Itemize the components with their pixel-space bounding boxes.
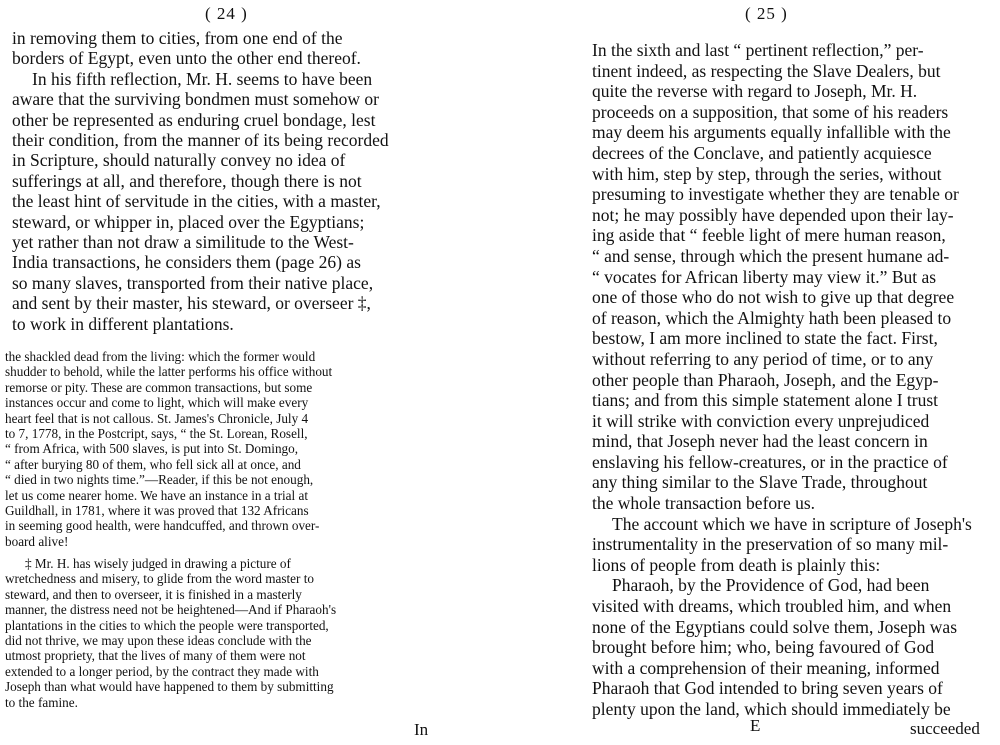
footnote-line: “ after burying 80 of them, who fell sick all at once, and [5,456,301,472]
text-line: their condition, from the manner of its being recorded [12,130,389,151]
text-line: “ vocates for African liberty may view it.” But as [592,266,937,287]
catchword: succeeded [910,719,980,738]
text-line: The account which we have in scripture of Joseph's [612,513,972,534]
text-line: brought before him; who, being favoured of God [592,637,935,658]
footnote-line: instances occur and come to light, which will make every [5,395,309,411]
footnote-line: manner, the distress need not be heightened—And if Pharaoh's [5,602,337,618]
footnote-line: to the famine. [5,694,78,710]
footnote-line: steward, and then to overseer, it is finished in a masterly [5,586,302,602]
catchword: In [414,720,429,739]
footnote-line: ‡ Mr. H. has wisely judged in drawing a picture of [25,556,291,571]
text-line: instrumentality in the preservation of so many mil- [592,534,949,555]
page-number: ( 25 ) [745,4,788,23]
page-number: ( 24 ) [205,4,248,23]
text-line: tians; and from this simple statement alone I trust [592,390,939,411]
text-line: “ and sense, through which the present humane ad- [592,245,950,266]
text-line: steward, or whipper in, placed over the Egyptians; [12,211,365,232]
text-line: tinent indeed, as respecting the Slave Dealers, but [592,60,941,81]
text-line: In his fifth reflection, Mr. H. seems to have been [32,68,373,89]
footnote-line: Joseph than what would have happened to them by submitting [5,679,334,695]
footnote-line: board alive! [5,533,69,549]
text-line: other people than Pharaoh, Joseph, and the Egyp- [592,369,939,390]
text-line: without referring to any period of time, or to any [592,348,934,369]
text-line: yet rather than not draw a similitude to the West- [12,232,354,253]
footnote-line: shudder to behold, while the latter performs his office without [5,364,333,380]
text-line: to work in different plantations. [12,313,234,334]
footnote-line: extended to a longer period, by the contract they made with [5,663,319,679]
text-line: proceeds on a supposition, that some of his readers [592,101,949,122]
text-line: visited with dreams, which troubled him, and when [592,596,952,617]
text-line: quite the reverse with regard to Joseph, Mr. H. [592,81,918,102]
text-line: not; he may possibly have depended upon their lay- [592,204,954,225]
text-line: India transactions, he considers them (page 26) as [12,252,361,273]
main-text [592,40,972,720]
text-line: ing aside that “ feeble light of mere human reason, [592,225,946,246]
text-line: any thing similar to the Slave Trade, throughout [592,472,928,493]
footnote-continued [5,349,332,549]
text-line: bestow, I am more inclined to state the fact. First, [592,328,938,349]
main-text [12,28,389,334]
footnote-line: utmost propriety, that the lives of many of them were not [5,648,306,664]
text-line: enslaving his fellow-creatures, or in the practice of [592,451,948,472]
footnote-line: “ died in two nights time.”—Reader, if this be not enough, [5,472,314,488]
footnote-line: “ from Africa, with 500 slaves, is put into St. Domingo, [5,441,299,457]
text-line: may deem his arguments equally infallible with the [592,122,951,143]
text-line: borders of Egypt, even unto the other end thereof. [12,48,361,69]
text-line: so many slaves, transported from their native place, [12,272,374,293]
text-line: in Scripture, should naturally convey no idea of [12,150,346,171]
footnote-line: to 7, 1778, in the Postcript, says, “ the St. Lorean, Rosell, [5,426,308,442]
text-line: and sent by their master, his steward, or overseer ‡, [12,293,371,314]
footnote-line: remorse or pity. These are common transactions, but some [5,379,313,395]
footnote-line: in seeming good health, were handcuffed, and thrown over- [5,518,320,534]
text-line: with a comprehension of their meaning, informed [592,657,940,678]
footnote-line: Guildhall, in 1781, where it was proved that 132 Africans [5,503,309,519]
text-line: other be represented as enduring cruel bondage, lest [12,109,376,130]
text-line: none of the Egyptians could solve them, Joseph was [592,616,958,637]
footnote-line: plantations in the cities to which the people were transported, [5,617,329,633]
text-line: in removing them to cities, from one end of the [12,28,343,48]
footnote-line: heart feel that is not callous. St. James's Chronicle, July 4 [5,410,309,426]
right-page [500,0,1000,745]
text-line: plenty upon the land, which should immediately be [592,699,951,719]
text-line: with him, step by step, through the series, without [592,163,942,184]
text-line: the whole transaction before us. [592,493,816,514]
text-line: aware that the surviving bondmen must somehow or [12,89,379,110]
text-line: lions of people from death is plainly this: [592,554,881,575]
footnote-line: let us come nearer home. We have an instance in a trial at [5,487,308,503]
footnote-line: wretchedness and misery, to glide from the word master to [5,571,314,587]
text-line: of reason, which the Almighty hath been pleased to [592,307,952,328]
text-line: one of those who do not wish to give up that degree [592,287,955,308]
signature-mark: E [750,716,761,735]
footnote-line: did not thrive, we may upon these ideas conclude with the [5,633,312,649]
text-line: it will strike with conviction every unprejudiced [592,410,930,431]
text-line: Pharaoh, by the Providence of God, had been [612,575,930,596]
text-line: decrees of the Conclave, and patiently acquiesce [592,142,932,163]
footnote-line: the shackled dead from the living: which the former would [5,349,316,364]
text-line: mind, that Joseph never had the least concern in [592,431,928,452]
text-line: presuming to investigate whether they are tenable or [592,184,959,205]
text-line: the least hint of servitude in the cities, with a master, [12,191,381,212]
text-line: sufferings at all, and therefore, though there is not [12,170,362,191]
text-line: In the sixth and last “ pertinent reflection,” per- [592,40,924,60]
text-line: Pharaoh that God intended to bring seven years of [592,678,943,699]
footnote-double-dagger [5,556,336,710]
